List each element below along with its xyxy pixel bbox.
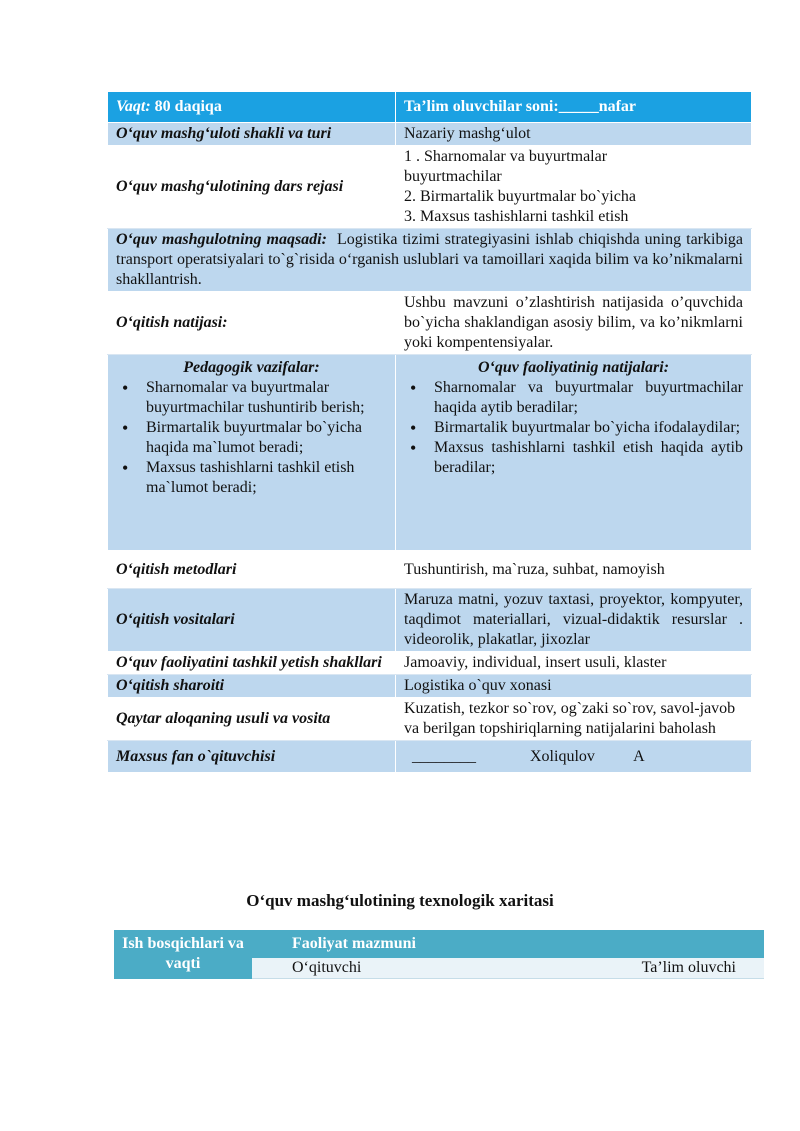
- list-item: • Maxsus tashishlarni tashkil etish haqida aytib beradilar;: [434, 438, 743, 478]
- learning-results-list: [404, 378, 743, 478]
- time-cell: [108, 92, 396, 123]
- methods-value: Tushuntirish, ma`ruza, suhbat, namoyish: [396, 551, 752, 589]
- conditions-value: Logistika o`quv xonasi: [396, 675, 752, 698]
- methods-row: [108, 551, 752, 589]
- goal-cell: [108, 229, 752, 292]
- list-item: • Sharnomalar va buyurtmalar buyurtmachilar tushuntirib berish;: [146, 378, 387, 418]
- forms-label: O‘quv faoliyatini tashkil yetish shakllari: [108, 652, 396, 675]
- student-column-header: Ta’lim oluvchi: [508, 958, 764, 979]
- form-row: [108, 123, 752, 146]
- students-cell: Ta’lim oluvchilar soni:_____nafar: [396, 92, 752, 123]
- lesson-plan-table: [107, 91, 752, 773]
- pedagogical-tasks-title: Pedagogik vazifalar:: [183, 359, 320, 376]
- goal-label: O‘quv mashgulotning maqsadi: [116, 231, 322, 248]
- result-text: Ushbu mavzuni o’zlashtirish natijasida o’quvchida bo`yicha shaklandigan asosiy bilim, va ko’nikmlarni yoki kompentensiyalar.: [396, 292, 752, 355]
- tools-value: Maruza matni, yozuv taxtasi, proyektor, kompyuter, taqdimot materiallari, vizual-didaktik resurslar . videorolik, plakatlar, jixozlar: [396, 589, 752, 652]
- content-header: Faoliyat mazmuni: [252, 930, 764, 958]
- feedback-label: Qaytar aloqaning usuli va vosita: [108, 698, 396, 741]
- plan-line: 2. Birmartalik buyurtmalar bo`yicha: [404, 188, 636, 205]
- list-item: • Maxsus tashishlarni tashkil etish ma`lumot beradi;: [146, 458, 387, 498]
- pedagogical-tasks-cell: [108, 355, 396, 551]
- result-row: [108, 292, 752, 355]
- methods-label: O‘qitish metodlari: [108, 551, 396, 589]
- teacher-initial: A: [633, 747, 645, 765]
- teacher-value: [396, 741, 752, 773]
- tech-map-table: [114, 930, 764, 979]
- time-label: Vaqt:: [116, 98, 151, 115]
- plan-row: [108, 146, 752, 229]
- stage-header: Ish bosqichlari va vaqti: [114, 930, 252, 979]
- conditions-label: O‘qitish sharoiti: [108, 675, 396, 698]
- forms-value: Jamoaviy, individual, insert usuli, klaster: [396, 652, 752, 675]
- pedagogical-tasks-list: [116, 378, 387, 498]
- goal-colon: :: [321, 231, 327, 248]
- plan-line: 1 . Sharnomalar va buyurtmalar: [404, 148, 608, 165]
- tools-row: [108, 589, 752, 652]
- feedback-value: Kuzatish, tezkor so`rov, og`zaki so`rov, savol-javob va berilgan topshiriqlarning natijalarini baholash: [396, 698, 752, 741]
- plan-label: O‘quv mashg‘ulotining dars rejasi: [108, 146, 396, 229]
- form-label: O‘quv mashg‘uloti shakli va turi: [108, 123, 396, 146]
- teacher-column-header: O‘qituvchi: [252, 958, 508, 979]
- tech-map-title: O‘quv mashg‘ulotining texnologik xaritasi: [246, 891, 554, 910]
- list-item: • Birmartalik buyurtmalar bo`yicha haqida ma`lumot beradi;: [146, 418, 387, 458]
- teacher-name: Xoliqulov: [530, 747, 595, 765]
- tools-label: O‘qitish vositalari: [108, 589, 396, 652]
- learning-results-cell: [396, 355, 752, 551]
- forms-row: [108, 652, 752, 675]
- conditions-row: [108, 675, 752, 698]
- result-label: O‘qitish natijasi:: [108, 292, 396, 355]
- list-item: • Sharnomalar va buyurtmalar buyurtmachilar haqida aytib beradilar;: [434, 378, 743, 418]
- feedback-row: [108, 698, 752, 741]
- teacher-row: [108, 741, 752, 773]
- goal-row: [108, 229, 752, 292]
- tasks-row: [108, 355, 752, 551]
- tech-map-header-row: [114, 930, 764, 958]
- learning-results-title: O‘quv faoliyatinig natijalari:: [477, 359, 670, 376]
- header-row: [108, 92, 752, 123]
- list-item: • Birmartalik buyurtmalar bo`yicha ifodalaydilar;: [434, 418, 743, 438]
- teacher-label: Maxsus fan o`qituvchisi: [108, 741, 396, 773]
- plan-line: 3. Maxsus tashishlarni tashkil etish: [404, 208, 629, 225]
- time-value: 80 daqiqa: [154, 98, 222, 115]
- goal-text: Logistika tizimi strategiyasini ishlab chiqishda uning tarkibiga transport operatsiyalari to`g`risida o‘rganish uslublari va tamoillari xaqida bilim va ko’nikmalarni shakllantrish.: [116, 231, 744, 288]
- signature-blank: ________: [412, 747, 476, 765]
- form-value: Nazariy mashg‘ulot: [396, 123, 752, 146]
- plan-line: buyurtmachilar: [404, 168, 502, 185]
- plan-value: [396, 146, 752, 229]
